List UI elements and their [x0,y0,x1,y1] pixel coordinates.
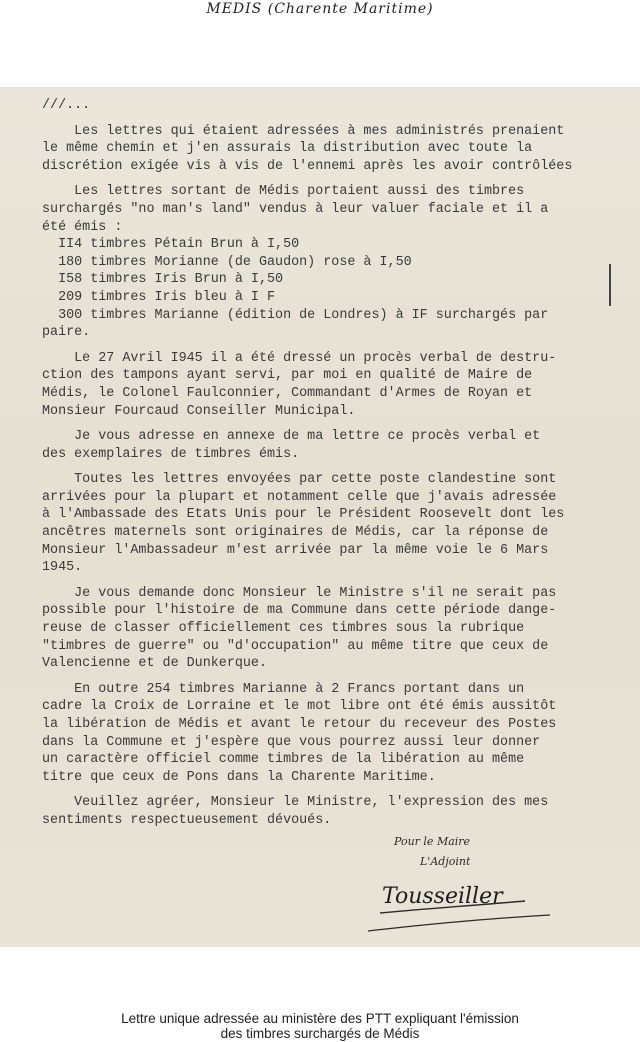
paragraph-gap [42,115,640,123]
paragraph-gap [42,342,640,350]
letter-line: Veuillez agréer, Monsieur le Ministre, l'expression des mes [42,795,549,811]
letter-line: sentiments respectueusement dévoués. [42,812,332,828]
letter-line: Le 27 Avril I945 il a été dressé un procès verbal de destru- [42,350,557,366]
letter-line: "timbres de guerre" ou "d'occupation" au même titre que ceux de [42,638,549,654]
letter-line: dans la Commune et j'espère que vous pourrez aussi leur donner [42,734,541,750]
letter-line: ///... [42,98,91,113]
letter-line: 300 timbres Marianne (édition de Londres) à IF surchargés par [42,307,549,323]
letter-line: un caractère officiel comme timbres de la libération au même [42,752,525,768]
svg-text:Pour le Maire: Pour le Maire [394,835,471,848]
letter-line: Les lettres qui étaient adressées à mes administrés prenaient [42,123,565,139]
handwritten-signature [360,827,560,937]
svg-text:L'Adjoint: L'Adjoint [420,855,471,868]
caption [0,1011,640,1041]
letter-line: 1945. [42,560,83,576]
paragraph-gap [42,673,640,681]
letter-line: 209 timbres Iris bleu à I F [42,289,276,305]
letter-line: Je vous demande donc Monsieur le Ministre s'il ne serait pas [42,585,557,601]
letter-line: I58 timbres Iris Brun à I,50 [42,272,284,288]
letter-line: Valencienne et de Dunkerque. [42,656,267,672]
letter-line: la libération de Médis et avant le retour du receveur des Postes [42,717,557,732]
caption-line-1: Lettre unique adressée au ministère des PTT expliquant l'émission [121,1011,519,1026]
letter-line: paire. [42,325,91,341]
document-title: MEDIS (Charente Maritime) [206,1,434,17]
letter-line: reuse de classer officiellement ces timbres sous la rubrique [42,621,525,637]
letter-line: cadre la Croix de Lorraine et le mot libre ont été émis aussitôt [42,699,557,715]
margin-mark [609,264,611,306]
paragraph-gap [42,175,640,183]
letter-line: à l'Ambassade des Etats Unis pour le Président Roosevelt dont les [42,507,565,523]
letter-line: le même chemin et j'en assurais la distribution avec toute la [42,141,533,157]
letter-line: Monsieur Fourcaud Conseiller Municipal. [42,403,356,419]
letter-line: II4 timbres Pétain Brun à I,50 [42,237,300,253]
letter-line: titre que ceux de Pons dans la Charente Maritime. [42,769,436,785]
letter-line: 180 timbres Morianne (de Gaudon) rose à I,50 [42,254,412,270]
letter-line: possible pour l'histoire de ma Commune dans cette période dange- [42,603,557,619]
letter-line: ction des tampons ayant servi, par moi en qualité de Maire de [42,368,533,384]
caption-line-2: des timbres surchargés de Médis [220,1026,420,1041]
letter-line: arrivées pour la plupart et notamment celle que j'avais adressée [42,489,557,505]
letter-line: Médis, le Colonel Faulconnier, Commandant d'Armes de Royan et [42,385,533,401]
letter-line: Toutes les lettres envoyées par cette poste clandestine sont [42,472,557,488]
paragraph-gap [42,420,640,428]
letter-line: Monsieur l'Ambassadeur m'est arrivée par la même voie le 6 Mars [42,542,549,558]
letter-line: Les lettres sortant de Médis portaient aussi des timbres [42,184,525,200]
letter-body [42,97,640,830]
svg-text:Tousseiller: Tousseiller [382,884,503,909]
letter-line: Je vous adresse en annexe de ma lettre ce procès verbal et [42,429,541,445]
letter-line: discrétion exigée vis à vis de l'ennemi après les avoir contrôlées [42,158,573,174]
paragraph-gap [42,786,640,794]
letter-line: des exemplaires de timbres émis. [42,446,300,462]
paragraph-gap [42,577,640,585]
letter-line: surchargés "no man's land" vendus à leur valuer faciale et il a [42,201,549,217]
letter-scan [0,87,640,947]
letter-line: En outre 254 timbres Marianne à 2 Francs portant dans un [42,681,525,697]
letter-line: ancêtres maternels sont originaires de Médis, car la réponse de [42,525,549,541]
letter-line: été émis : [42,219,123,235]
paragraph-gap [42,463,640,471]
